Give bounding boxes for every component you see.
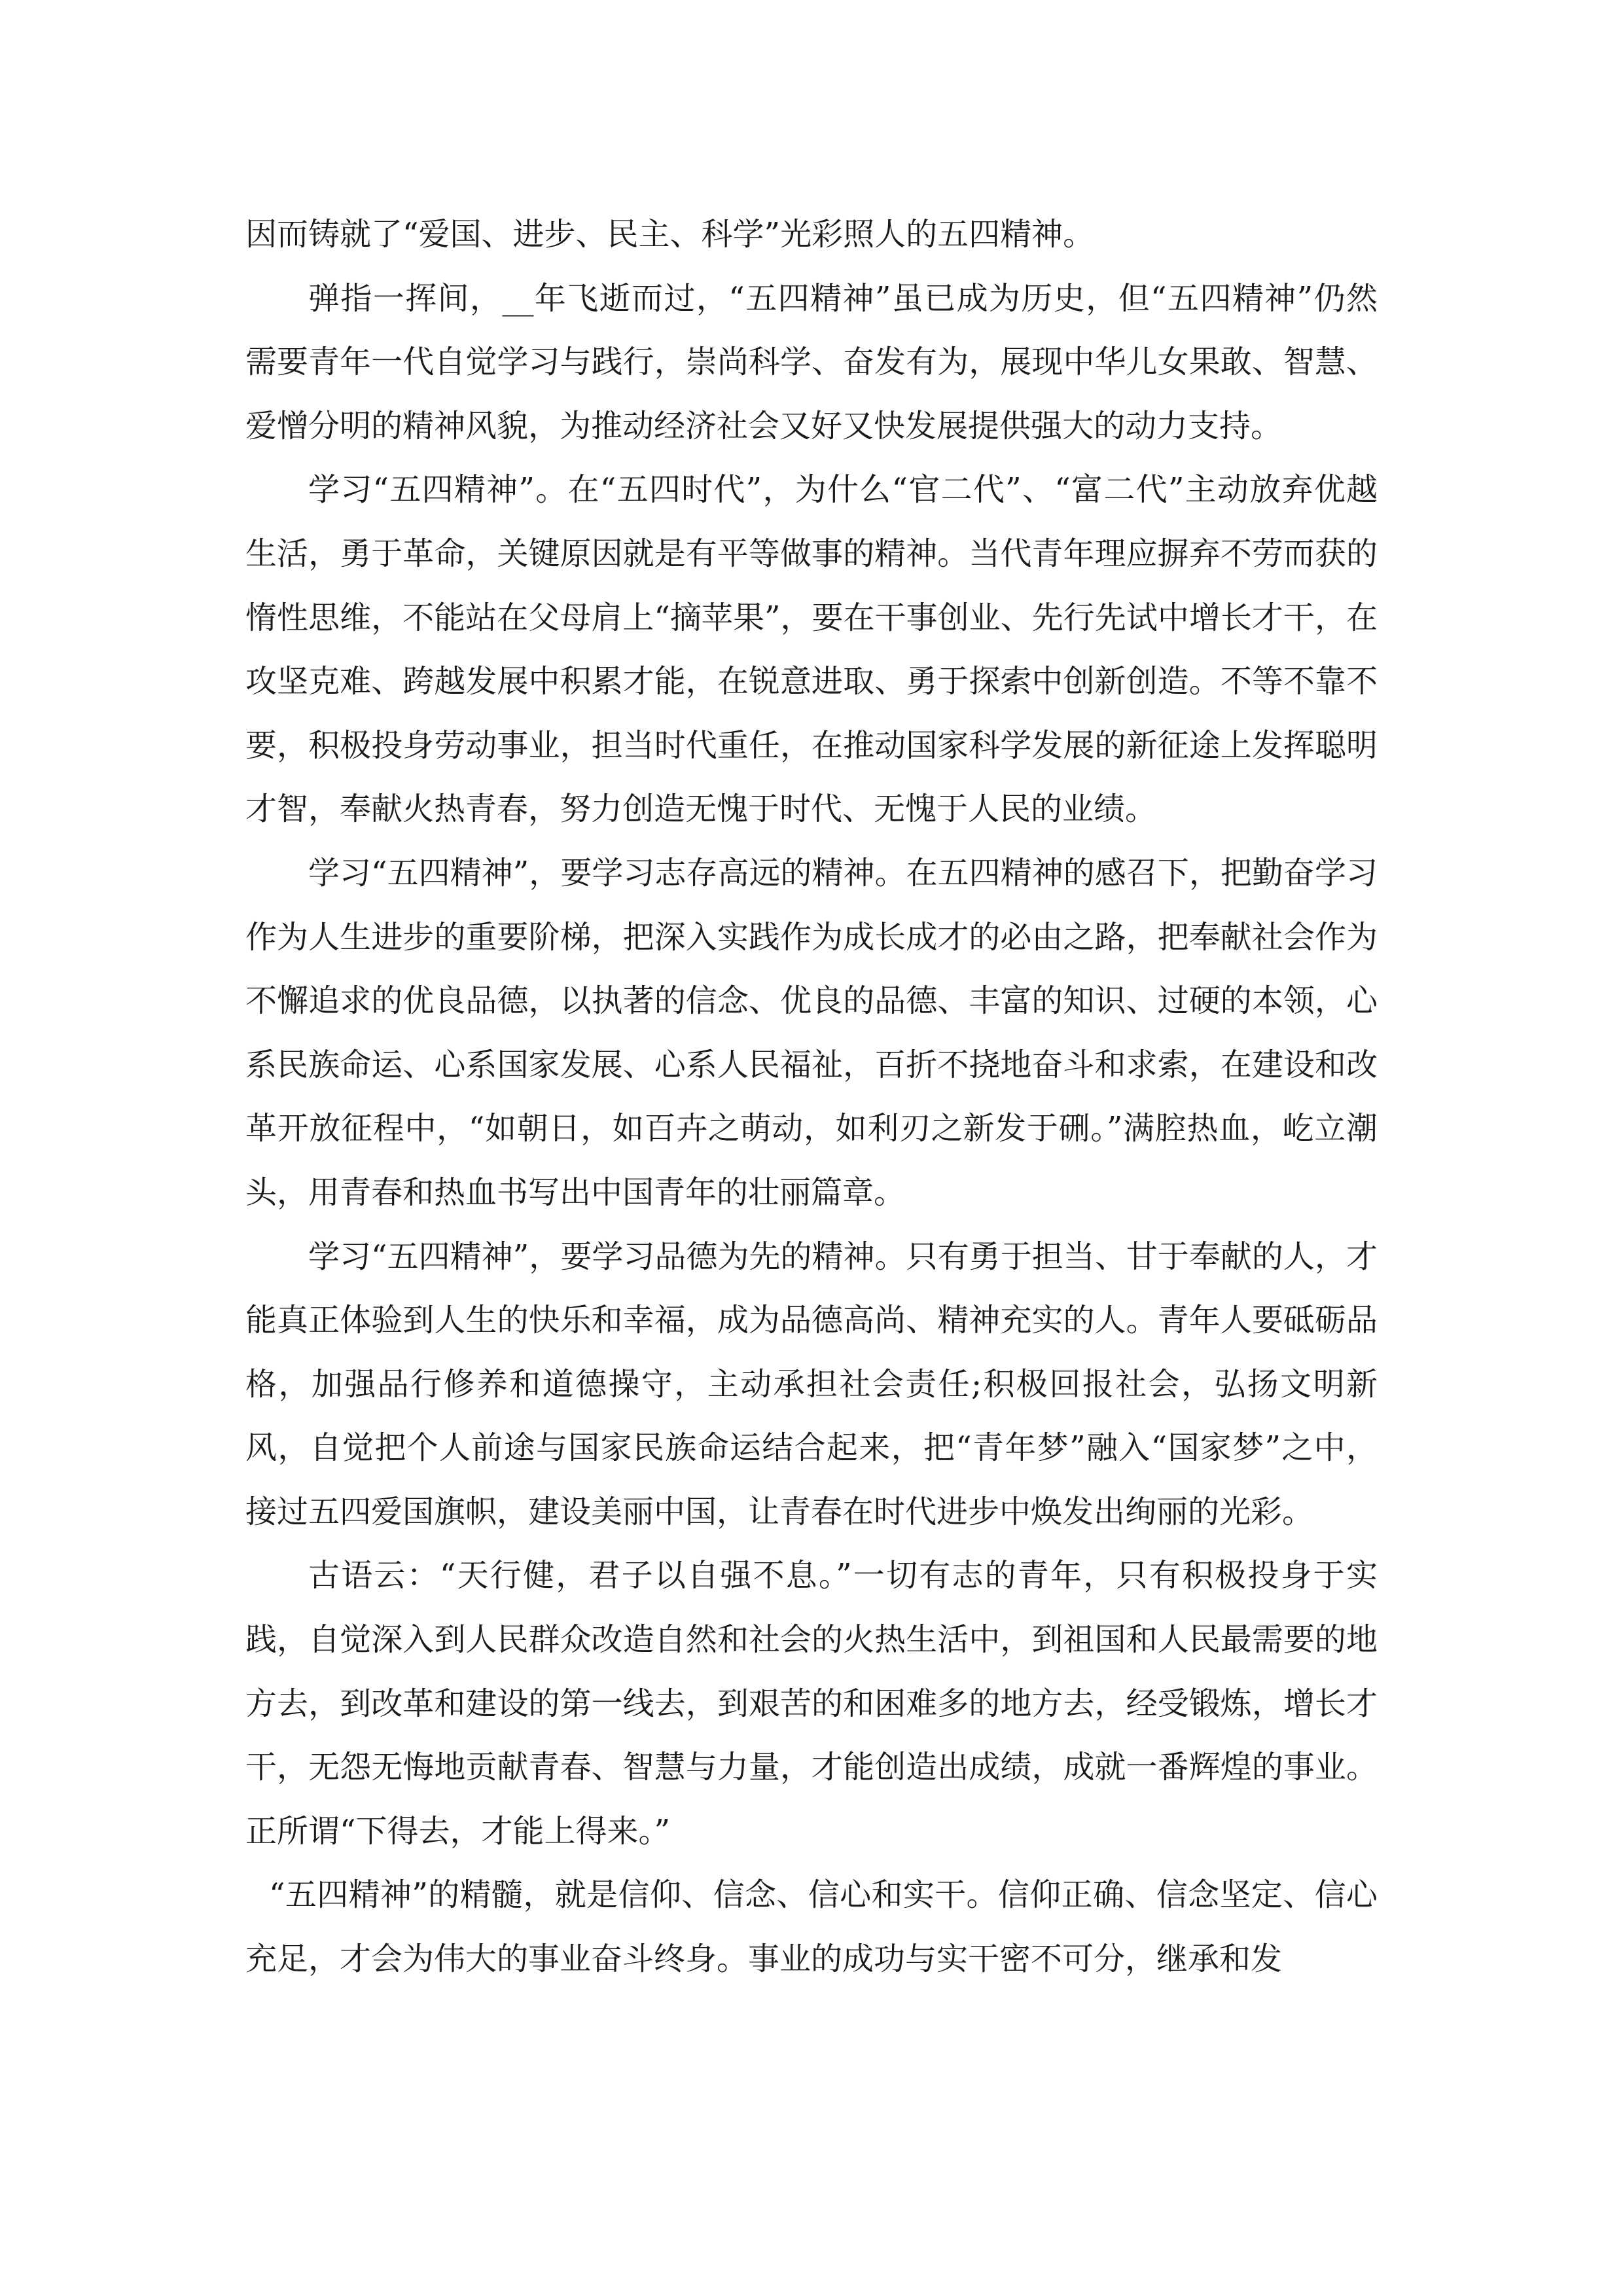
- paragraph-2: 弹指一挥间，__年飞逝而过，“五四精神”虽已成为历史，但“五四精神”仍然需要青年一代自觉学习与践行，崇尚科学、奋发有为，展现中华儿女果敢、智慧、爱憎分明的精神风貌，为推动经济社会又好又快发展提供强大的动力支持。: [245, 279, 1378, 444]
- paragraph-6: 古语云：“天行健，君子以自强不息。”一切有志的青年，只有积极投身于实践，自觉深入到人民群众改造自然和社会的火热生活中，到祖国和人民最需要的地方去，到改革和建设的第一线去，到艰苦的和困难多的地方去，经受锻炼，增长才干，无怨无悔地贡献青春、智慧与力量，才能创造出成绩，成就一番辉煌的事业。正所谓“下得去，才能上得来。”: [245, 1557, 1378, 1850]
- paragraph-3: 学习“五四精神”。在“五四时代”，为什么“官二代”、“富二代”主动放弃优越生活，勇于革命，关键原因就是有平等做事的精神。当代青年理应摒弃不劳而获的惰性思维，不能站在父母肩上“摘苹果”，要在干事创业、先行先试中增长才干，在攻坚克难、跨越发展中积累才能，在锐意进取、勇于探索中创新创造。不等不靠不要，积极投身劳动事业，担当时代重任，在推动国家科学发展的新征途上发挥聪明才智，奉献火热青春，努力创造无愧于时代、无愧于人民的业绩。: [245, 471, 1378, 828]
- paragraph-4: 学习“五四精神”，要学习志存高远的精神。在五四精神的感召下，把勤奋学习作为人生进步的重要阶梯，把深入实践作为成长成才的必由之路，把奉献社会作为不懈追求的优良品德，以执著的信念、优良的品德、丰富的知识、过硬的本领，心系民族命运、心系国家发展、心系人民福祉，百折不挠地奋斗和求索，在建设和改革开放征程中，“如朝日，如百卉之萌动，如利刃之新发于硎。”满腔热血，屹立潮头，用青春和热血书写出中国青年的壮丽篇章。: [245, 854, 1378, 1211]
- paragraph-5: 学习“五四精神”，要学习品德为先的精神。只有勇于担当、甘于奉献的人，才能真正体验到人生的快乐和幸福，成为品德高尚、精神充实的人。青年人要砥砺品格，加强品行修养和道德操守，主动承担社会责任;积极回报社会，弘扬文明新风，自觉把个人前途与国家民族命运结合起来，把“青年梦”融入“国家梦”之中，接过五四爱国旗帜，建设美丽中国，让青春在时代进步中焕发出绚丽的光彩。: [245, 1238, 1378, 1530]
- body-text: [245, 203, 1378, 1992]
- paragraph-7: “五四精神”的精髓，就是信仰、信念、信心和实干。信仰正确、信念坚定、信心充足，才会为伟大的事业奋斗终身。事业的成功与实干密不可分，继承和发: [245, 1876, 1378, 1978]
- paragraph-1: 因而铸就了“爱国、进步、民主、科学”光彩照人的五四精神。: [245, 216, 1095, 253]
